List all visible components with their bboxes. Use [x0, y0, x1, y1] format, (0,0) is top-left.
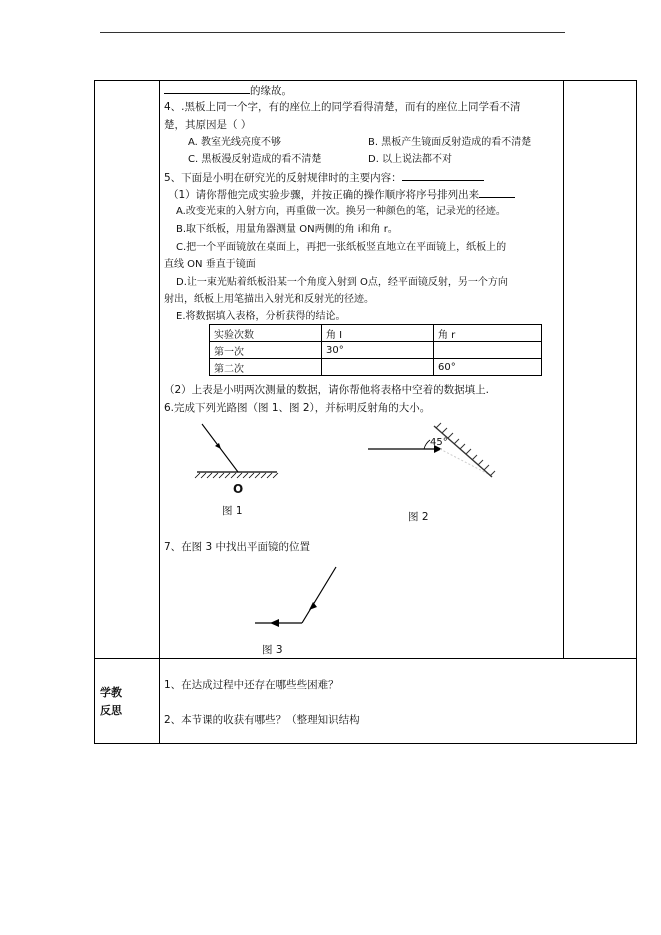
step-b: B.取下纸板，用量角器测量 ON两侧的角 i和角 r。 — [176, 224, 398, 235]
figure-1-point-label: O — [233, 482, 244, 496]
step-d-line2: 射出，纸板上用笔描出入射光和反射光的径迹。 — [164, 294, 374, 305]
answer-blank[interactable] — [479, 187, 515, 198]
answer-blank[interactable] — [402, 170, 484, 181]
answer-blank[interactable] — [164, 83, 250, 94]
table-header-cell: 角 r — [434, 325, 542, 342]
right-column-divider — [563, 80, 564, 658]
data-table — [209, 324, 542, 376]
reflection-label — [100, 684, 122, 720]
option-c: C. 黑板漫反射造成的看不清楚 — [188, 154, 322, 165]
question-5-sub1-text: （1）请你帮他完成实验步骤，并按正确的操作顺序将序号排列出来 — [168, 189, 480, 201]
question-7: 7、在图 3 中找出平面镜的位置 — [164, 541, 311, 553]
step-e: E.将数据填入表格，分析获得的结论。 — [176, 311, 346, 322]
table-cell: 60° — [434, 359, 542, 376]
question-5-sub2: （2）上表是小明两次测量的数据，请你帮他将表格中空着的数据填上. — [164, 384, 490, 396]
row-divider — [94, 658, 637, 659]
left-column-divider — [159, 80, 160, 744]
table-row — [210, 342, 542, 359]
figure-1-caption: 图 1 — [222, 505, 243, 517]
option-a: A. 教室光线亮度不够 — [188, 137, 282, 148]
line0-suffix: 的缘故。 — [250, 85, 292, 97]
figure-2-angle-label: 45° — [430, 437, 448, 448]
step-c-line1: C.把一个平面镜放在桌面上，再把一张纸板竖直地立在平面镜上，纸板上的 — [176, 242, 507, 253]
reflection-label-line2: 反思 — [100, 704, 122, 717]
header-rule — [100, 32, 565, 33]
figure-3-diagram — [250, 565, 360, 635]
table-row — [210, 359, 542, 376]
step-c-line2: 直线 ON 垂直于镜面 — [164, 259, 256, 270]
table-cell: 30° — [322, 342, 434, 359]
table-cell-blank[interactable] — [322, 359, 434, 376]
table-cell: 第一次 — [210, 342, 322, 359]
question-4-line1: 4、.黑板上同一个字，有的座位上的同学看得清楚，而有的座位上同学看不清 — [164, 101, 521, 113]
table-header-cell: 角 I — [322, 325, 434, 342]
step-d-line1: D.让一束光贴着纸板沿某一个角度入射到 O点，经平面镜反射，另一个方向 — [176, 277, 508, 288]
reflection-label-line1: 学教 — [100, 686, 122, 699]
question-5-sub1 — [168, 187, 515, 202]
question-4-line2: 楚，其原因是（ ） — [164, 119, 252, 131]
step-a: A.改变光束的入射方向，再重做一次。换另一种颜色的笔，记录光的径迹。 — [176, 206, 506, 217]
figure-2-caption: 图 2 — [408, 511, 429, 523]
option-d: D. 以上说法都不对 — [368, 154, 453, 165]
question-6: 6.完成下列光路图（图 1、图 2），并标明反射角的大小。 — [164, 402, 431, 414]
reflection-question-2: 2、本节课的收获有哪些？（整理知识结构 — [164, 714, 360, 726]
option-b: B. 黑板产生镜面反射造成的看不清楚 — [368, 137, 532, 148]
figure-3-caption: 图 3 — [262, 644, 283, 656]
question-5-intro-text: 5、下面是小明在研究光的反射规律时的主要内容： — [164, 172, 402, 184]
table-header-cell: 实验次数 — [210, 325, 322, 342]
table-header-row — [210, 325, 542, 342]
figure-2-diagram — [368, 420, 508, 490]
table-cell: 第二次 — [210, 359, 322, 376]
fill-blank-line — [164, 83, 292, 98]
table-cell-blank[interactable] — [434, 342, 542, 359]
reflection-question-1: 1、在达成过程中还存在哪些些困难？ — [164, 679, 339, 691]
question-5-intro — [164, 170, 484, 185]
